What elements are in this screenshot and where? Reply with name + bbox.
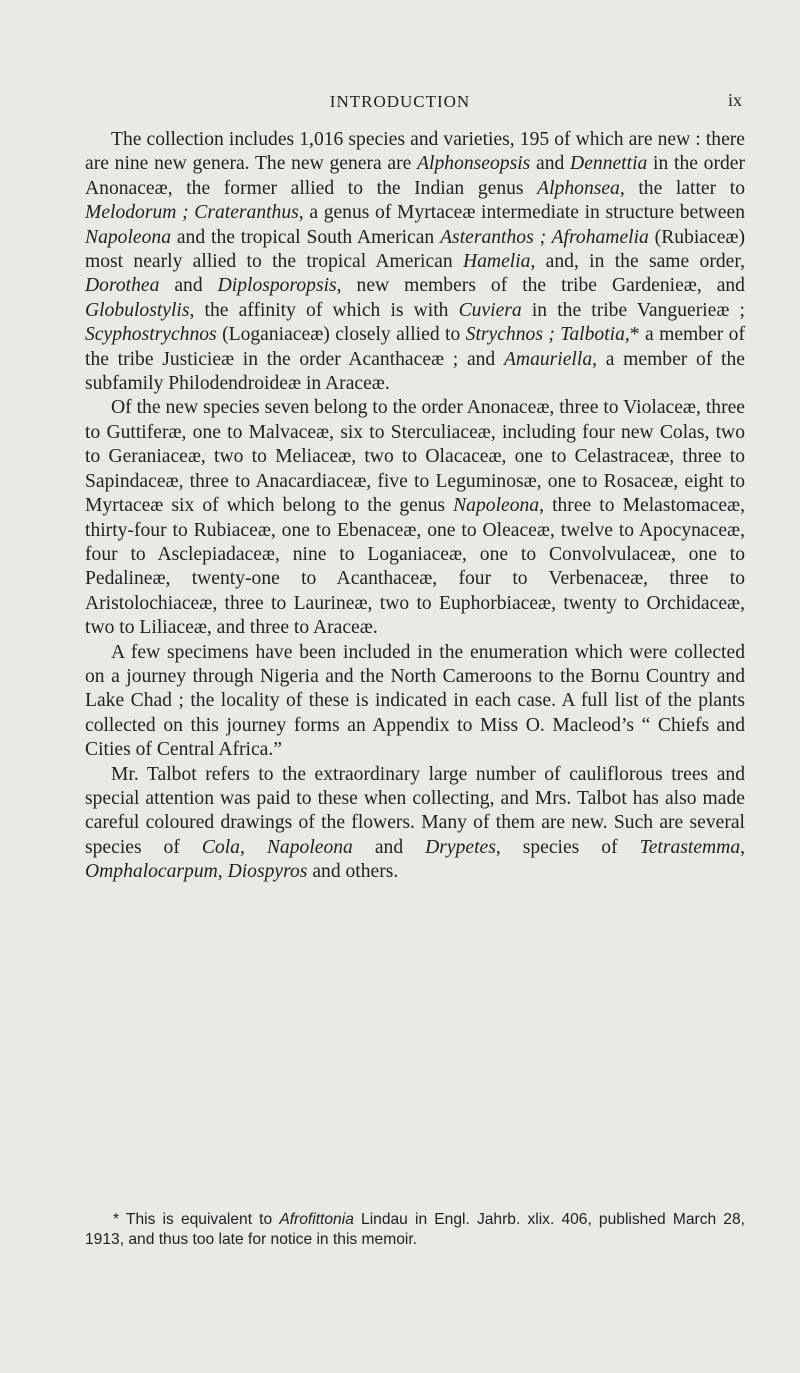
footnote (85, 1210, 745, 1250)
italic-text-run: Amauriella (503, 348, 593, 370)
text-run: and (159, 275, 218, 297)
italic-text-run: Alphonsea (537, 177, 620, 199)
footnote-text (85, 1210, 745, 1250)
text-run: and (352, 836, 426, 858)
italic-text-run: Napoleona (453, 495, 540, 517)
italic-text-run: Afrofittonia (279, 1211, 354, 1228)
body-text (85, 128, 745, 885)
italic-text-run: Scyphostrychnos (85, 324, 217, 346)
text-run: ,* a member of the tribe Justicieæ in the order Acanthaceæ ; and (85, 324, 746, 370)
text-run: and (530, 153, 571, 175)
text-run: in the order Anonaceæ, the former allied to the Indian genus (85, 153, 746, 199)
italic-text-run: Napoleona (85, 226, 171, 248)
text-run: A few specimens have been included in the enumeration which were collected on a journey through Nigeria and the North Cameroons to the Bornu Country and Lake Chad ; the locality of these is indicated in each case. A full list of the plants collected on this journey forms an Appendix to Miss O. Macleod’s “ Chiefs and Cities of Central Africa.” (85, 641, 745, 761)
text-run: , the affinity of which is with (189, 299, 459, 321)
page-number: ix (727, 90, 742, 110)
italic-text-run: Melodorum ; Crateranthus (85, 202, 299, 224)
paragraph-journey (85, 641, 745, 763)
italic-text-run: Cola, Napoleona (201, 836, 353, 858)
text-run: , a genus of Myrtaceæ intermediate in structure between (298, 202, 745, 224)
text-run: (Loganiaceæ) closely allied to (216, 324, 466, 346)
paragraph-cauliflorous (85, 763, 745, 885)
paragraph-new-species (85, 396, 745, 640)
text-run: , and, in the same order, (530, 251, 745, 273)
italic-text-run: Cuviera (458, 299, 522, 321)
text-run: , three to Melastomaceæ, thirty-four to Rubiaceæ, one to Ebenaceæ, one to Oleaceæ, twelve to Apocynaceæ, four to Asclepiadaceæ, nine to Loganiaceæ, one to Convolvulaceæ, one to Pedalineæ, twenty-one to Acanthaceæ, four to Verbenaceæ, three to Aristolochiaceæ, three to Laurineæ, two to Euphorbiaceæ, twenty to Orchidaceæ, two to Liliaceæ, and three to Araceæ. (85, 495, 746, 639)
paragraph-new-genera (85, 128, 745, 396)
italic-text-run: Drypetes (425, 836, 496, 858)
text-run: in the tribe Vanguerieæ ; (521, 299, 745, 321)
italic-text-run: Dorothea (85, 275, 160, 297)
running-title: INTRODUCTION (329, 92, 471, 111)
italic-text-run: Alphonseopsis (417, 153, 531, 175)
text-run: , a member of the subfamily Philodendroideæ in Araceæ. (85, 348, 745, 395)
text-run: Lindau in Engl. Jahrb. xlix. 406, published March 28, 1913, and thus too late for notice in this memoir. (85, 1211, 745, 1248)
italic-text-run: Globulostylis (85, 299, 190, 321)
text-run: , the latter to (619, 177, 745, 199)
italic-text-run: Tetrastemma, Omphalocarpum, Diospyros (85, 836, 746, 883)
italic-text-run: Hamelia (462, 251, 531, 273)
text-run: and the tropical South American (171, 226, 441, 248)
italic-text-run: Diplosporopsis (217, 275, 337, 297)
text-run: Mr. Talbot refers to the extraordinary large number of cauliflorous trees and special attention was paid to these when collecting, and Mrs. Talbot has also made careful coloured drawings of the flowers. Many of them are new. Such are several species of (85, 763, 745, 858)
italic-text-run: Dennettia (570, 153, 648, 175)
text-run: (Rubiaceæ) most nearly allied to the tropical American (85, 226, 745, 273)
text-run: Of the new species seven belong to the order Anonaceæ, three to Violaceæ, three to Guttiferæ, one to Malvaceæ, six to Sterculiaceæ, including four new Colas, two to Geraniaceæ, two to Meliaceæ, two to Olacaceæ, one to Celastraceæ, three to Sapindaceæ, three to Anacardiaceæ, five to Leguminosæ, one to Rosaceæ, eight to Myrtaceæ six of which belong to the genus (85, 397, 745, 517)
text-run: , new members of the tribe Gardenieæ, and (336, 275, 745, 297)
text-run: , species of (495, 836, 640, 858)
text-run: The collection includes 1,016 species and varieties, 195 of which are new : there are nine new genera. The new genera are (85, 129, 745, 175)
text-run: * This is equivalent to (113, 1211, 280, 1228)
text-run: and others. (307, 861, 399, 883)
italic-text-run: Strychnos ; Talbotia (465, 324, 625, 346)
italic-text-run: Asteranthos ; Afrohamelia (440, 226, 649, 248)
